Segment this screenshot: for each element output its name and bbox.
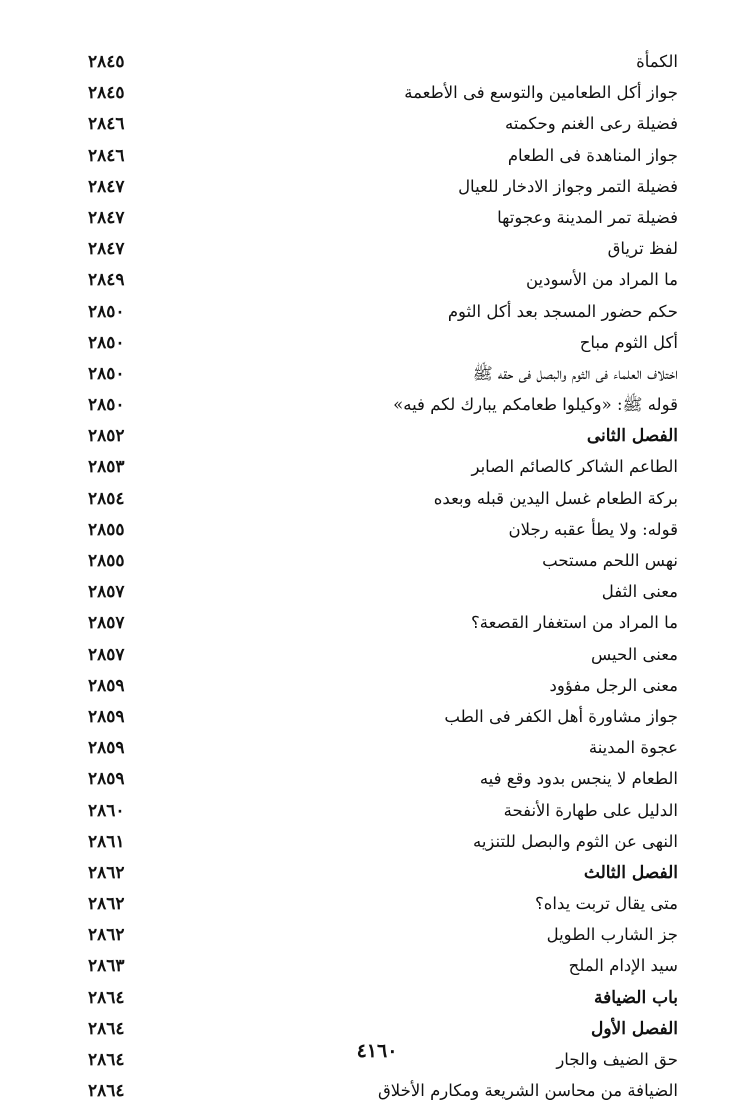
toc-entry <box>0 47 754 78</box>
entry-title: معنى الحيس <box>590 644 678 664</box>
toc-entry <box>0 983 754 1014</box>
entry-page-number: ٢٨٥٥ <box>88 519 125 540</box>
entry-title: جواز أكل الطعامين والتوسع فى الأطعمة <box>404 83 678 103</box>
entry-title: معنى الثفل <box>601 582 678 602</box>
entry-title: جواز المناهدة فى الطعام <box>507 145 678 165</box>
toc-entry <box>0 920 754 951</box>
toc-entry <box>0 141 754 172</box>
entry-page-number: ٢٨٥٠ <box>88 301 125 322</box>
entry-page-number: ٢٨٤٧ <box>88 207 125 228</box>
table-of-contents <box>0 47 754 1107</box>
toc-entry <box>0 577 754 608</box>
entry-page-number: ٢٨٥٠ <box>88 332 125 353</box>
toc-entry <box>0 889 754 920</box>
toc-entry <box>0 172 754 203</box>
entry-page-number: ٢٨٥٩ <box>88 769 125 790</box>
entry-title: ما المراد من استغفار القصعة؟ <box>471 613 678 633</box>
entry-title: الدليل على طهارة الأنفحة <box>503 800 678 820</box>
toc-entry <box>0 608 754 639</box>
entry-title: نهس اللحم مستحب <box>542 551 678 570</box>
entry-title: قوله: ولا يطأ عقبه رجلان <box>508 519 678 539</box>
entry-title: قوله ﷺ: «وكيلوا طعامكم يبارك لكم فيه» <box>393 395 678 415</box>
entry-page-number: ٢٨٦٢ <box>88 894 125 915</box>
entry-page-number: ٢٨٤٧ <box>88 239 125 260</box>
entry-title: متى يقال تربت يداه؟ <box>535 894 678 914</box>
entry-page-number: ٢٨٤٦ <box>88 114 125 135</box>
entry-title: الضيافة من محاسن الشريعة ومكارم الأخلاق <box>378 1081 678 1101</box>
entry-page-number: ٢٨٦٢ <box>88 925 125 946</box>
entry-title: اختلاف العلماء فى الثوم والبصل فى حقه ﷺ <box>472 363 678 383</box>
entry-page-number: ٢٨٤٦ <box>88 145 125 166</box>
toc-entry <box>0 858 754 889</box>
entry-page-number: ٢٨٦٠ <box>88 800 125 821</box>
toc-entry <box>0 702 754 733</box>
entry-page-number: ٢٨٤٧ <box>88 176 125 197</box>
toc-entry <box>0 764 754 795</box>
entry-title: بركة الطعام غسل اليدين قبله وبعده <box>433 488 678 508</box>
entry-page-number: ٢٨٥٩ <box>88 675 125 696</box>
toc-entry <box>0 827 754 858</box>
entry-title: فضيلة التمر وجواز الادخار للعيال <box>458 176 678 196</box>
entry-page-number: ٢٨٦١ <box>88 831 125 852</box>
section-heading: الفصل الثانى <box>586 426 678 447</box>
entry-page-number: ٢٨٤٥ <box>88 83 125 104</box>
entry-page-number: ٢٨٦٣ <box>88 956 125 977</box>
toc-entry <box>0 328 754 359</box>
entry-page-number: ٢٨٥٠ <box>88 395 125 416</box>
toc-entry <box>0 546 754 577</box>
entry-page-number: ٢٨٥٧ <box>88 613 125 634</box>
toc-entry <box>0 203 754 234</box>
entry-title: أكل الثوم مباح <box>579 332 678 352</box>
toc-entry <box>0 515 754 546</box>
toc-entry <box>0 234 754 265</box>
entry-title: معنى الرجل مفؤود <box>549 675 678 695</box>
entry-title: حق الضيف والجار <box>556 1050 678 1069</box>
page-number: ٤١٦٠ <box>356 1040 398 1062</box>
entry-page-number: ٢٨٤٩ <box>88 270 125 291</box>
entry-page-number: ٢٨٥٩ <box>88 738 125 759</box>
entry-title: لفظ ترياق <box>607 239 678 259</box>
toc-entry <box>0 452 754 483</box>
toc-entry <box>0 951 754 982</box>
section-heading: الفصل الثالث <box>583 862 678 883</box>
toc-entry <box>0 733 754 764</box>
toc-entry <box>0 359 754 390</box>
section-heading: الفصل الأول <box>590 1018 678 1039</box>
entry-title: ما المراد من الأسودين <box>525 270 678 290</box>
entry-title: النهى عن الثوم والبصل للتنزيه <box>472 831 678 851</box>
toc-entry <box>0 640 754 671</box>
entry-title: جواز مشاورة أهل الكفر فى الطب <box>444 706 678 726</box>
entry-page-number: ٢٨٥٩ <box>88 706 125 727</box>
entry-page-number: ٢٨٥٢ <box>88 426 125 447</box>
entry-title: الطاعم الشاكر كالصائم الصابر <box>471 457 678 477</box>
toc-entry <box>0 796 754 827</box>
entry-title: جز الشارب الطويل <box>546 925 678 945</box>
entry-page-number: ٢٨٦٤ <box>88 1081 125 1102</box>
entry-title: فضيلة تمر المدينة وعجوتها <box>497 207 678 227</box>
toc-entry <box>0 297 754 328</box>
toc-entry <box>0 484 754 515</box>
entry-page-number: ٢٨٦٤ <box>88 1018 125 1039</box>
entry-page-number: ٢٨٥٤ <box>88 488 125 509</box>
entry-title: الكمأة <box>636 52 678 71</box>
entry-title: عجوة المدينة <box>588 738 678 758</box>
entry-page-number: ٢٨٥٧ <box>88 644 125 665</box>
toc-entry <box>0 671 754 702</box>
toc-entry <box>0 78 754 109</box>
entry-page-number: ٢٨٦٤ <box>88 1050 125 1070</box>
entry-page-number: ٢٨٥٧ <box>88 582 125 603</box>
entry-page-number: ٢٨٤٥ <box>88 52 125 72</box>
entry-title: حكم حضور المسجد بعد أكل الثوم <box>447 301 678 321</box>
entry-page-number: ٢٨٦٤ <box>88 987 125 1008</box>
entry-page-number: ٢٨٦٢ <box>88 862 125 883</box>
toc-entry <box>0 265 754 296</box>
toc-entry <box>0 1076 754 1107</box>
toc-entry <box>0 421 754 452</box>
toc-entry <box>0 390 754 421</box>
toc-entry <box>0 109 754 140</box>
entry-page-number: ٢٨٥٣ <box>88 457 125 478</box>
entry-title: فضيلة رعى الغنم وحكمته <box>505 114 678 134</box>
entry-page-number: ٢٨٥٥ <box>88 551 125 571</box>
entry-title: الطعام لا ينجس بدود وقع فيه <box>479 769 678 789</box>
section-heading: باب الضيافة <box>593 987 678 1008</box>
entry-title: سيد الإدام الملح <box>568 956 678 976</box>
entry-page-number: ٢٨٥٠ <box>88 363 125 384</box>
